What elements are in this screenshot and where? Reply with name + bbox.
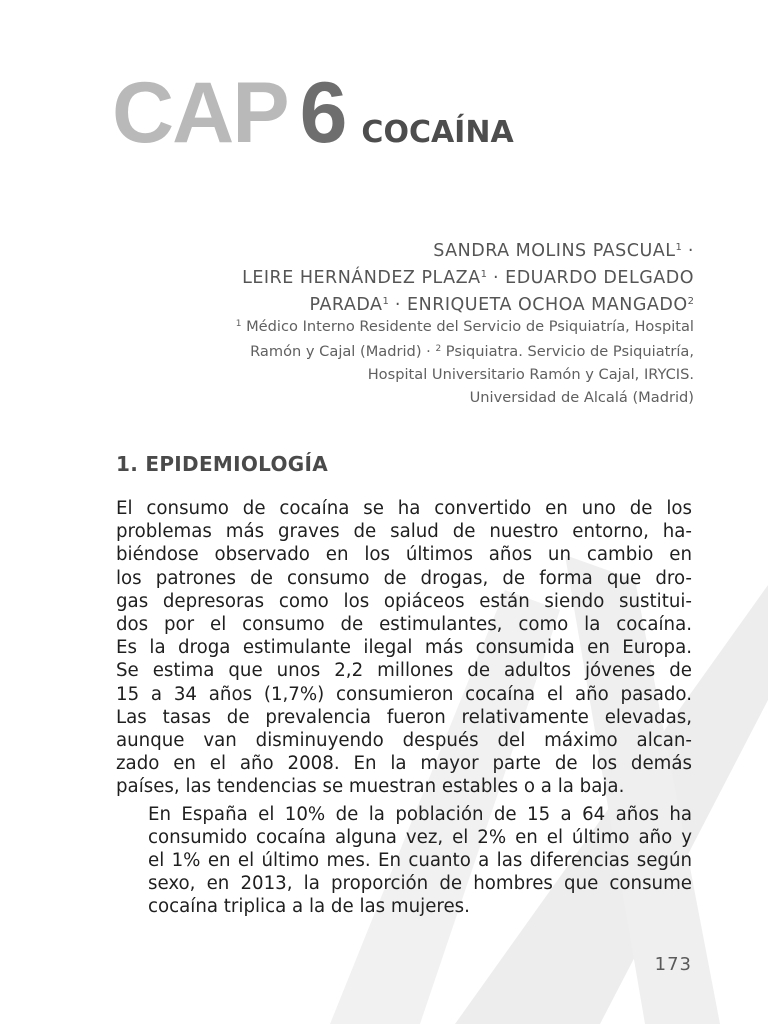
paragraph-1 (116, 497, 692, 799)
text-line: Las tasas de prevalencia fueron relativamente elevadas, (116, 706, 692, 728)
text-line: 15 a 34 años (1,7%) consumieron cocaína el año pasado. (116, 683, 692, 705)
affiliation-marker: 1 (235, 319, 242, 329)
chapter-number: 6 (299, 65, 348, 161)
affiliation-text: Médico Interno Residente del Servicio de Psiquiatría, Hospital (241, 318, 694, 335)
body-text (116, 497, 692, 919)
author-name: SANDRA MOLINS PASCUAL (433, 241, 676, 261)
text-line: dos por el consumo de estimulantes, como la cocaína. (116, 614, 692, 636)
paragraph-2 (116, 803, 692, 919)
text-line: biéndose observado en los últimos años un cambio en (116, 544, 692, 566)
author-line-2 (94, 263, 694, 290)
chapter-heading (112, 65, 514, 161)
text-line: cocaína triplica a la de las mujeres. (148, 896, 470, 918)
text-line: En España el 10% de la población de 15 a 64 años ha (148, 803, 692, 825)
text-line: Es la droga estimulante ilegal más consumida en Europa. (116, 637, 692, 659)
text-line: el 1% en el último mes. En cuanto a las diferencias según (148, 850, 692, 872)
affiliation-marker: 1 (480, 269, 487, 280)
text-line: El consumo de cocaína se ha convertido en uno de los (116, 498, 692, 519)
text-line: consumido cocaína alguna vez, el 2% en el último año y (148, 826, 692, 848)
author-name: · ENRIQUETA OCHOA MANGADO (388, 295, 688, 315)
affiliation-line-1 (134, 313, 694, 338)
text-line: países, las tendencias se muestran estables o a la baja. (116, 776, 625, 798)
text-line: sexo, en 2013, la proporción de hombres que consume (148, 873, 692, 895)
affiliation-line-2 (134, 338, 694, 363)
author-separator: · (681, 241, 694, 261)
affiliation-marker: 2 (687, 296, 694, 307)
affiliation-marker: 1 (675, 242, 682, 253)
affiliation-line-4: Universidad de Alcalá (Madrid) (469, 389, 694, 406)
chapter-cap-label: CAP (112, 65, 288, 161)
affiliations (134, 313, 694, 409)
chapter-topic: COCAÍNA (361, 115, 514, 150)
affiliation-text: Psiquiatra. Servicio de Psiquiatría, (441, 343, 694, 360)
text-line: zado en el año 2008. En la mayor parte de los demás (116, 753, 692, 775)
author-name: LEIRE HERNÁNDEZ PLAZA (242, 268, 481, 288)
text-line: los patrones de consumo de drogas, de forma que dro- (116, 567, 692, 589)
author-list (94, 236, 694, 317)
author-name: PARADA (309, 295, 383, 315)
section-heading: 1. EPIDEMIOLOGÍA (116, 452, 329, 476)
affiliation-marker: 2 (435, 344, 442, 354)
text-line: Se estima que unos 2,2 millones de adultos jóvenes de (116, 660, 692, 682)
affiliation-marker: 1 (382, 296, 389, 307)
affiliation-line-3: Hospital Universitario Ramón y Cajal, IRYCIS. (367, 366, 694, 383)
text-line: problemas más graves de salud de nuestro entorno, ha- (116, 521, 692, 543)
page-number: 173 (654, 954, 692, 975)
author-name: · EDUARDO DELGADO (486, 268, 694, 288)
author-line-1 (94, 236, 694, 263)
text-line: gas depresoras como los opiáceos están siendo sustitui- (116, 590, 692, 612)
affiliation-text: Ramón y Cajal (Madrid) · (250, 343, 436, 360)
text-line: aunque van disminuyendo después del máximo alcan- (116, 730, 692, 752)
